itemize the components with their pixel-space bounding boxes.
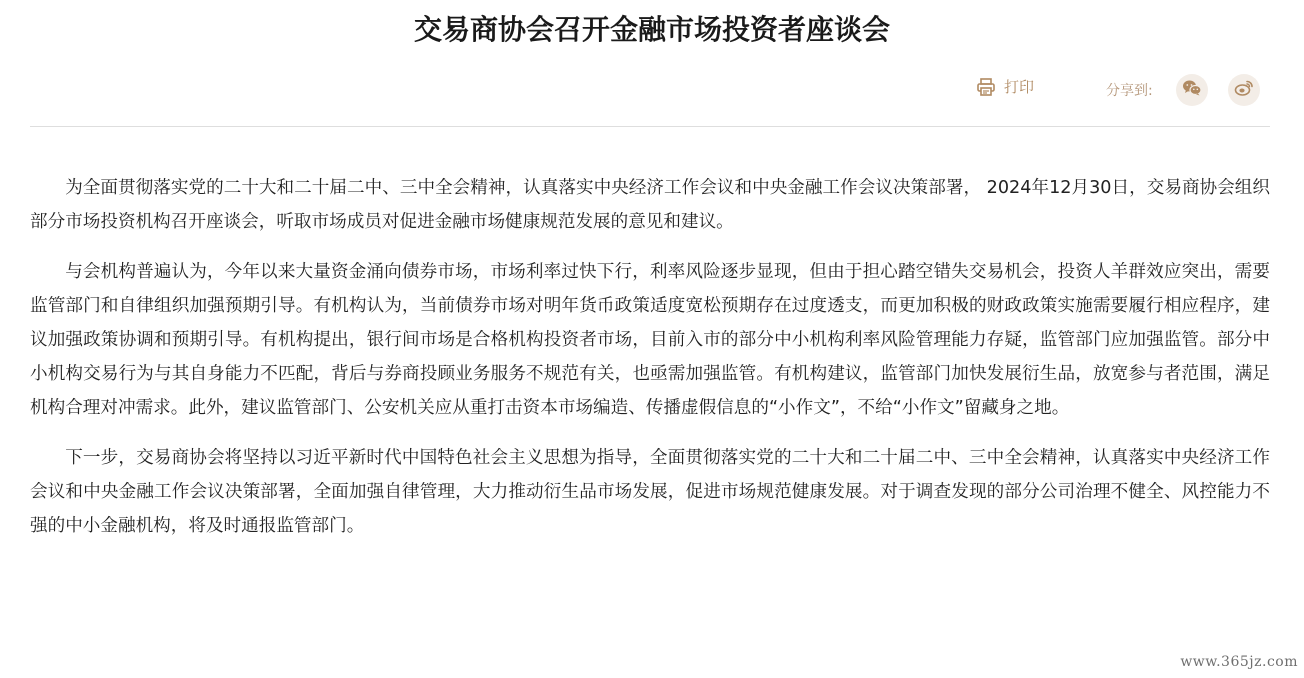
article-paragraph: 下一步，交易商协会将坚持以习近平新时代中国特色社会主义思想为指导，全面贯彻落实党的二十大和二十届二中、三中全会精神，认真落实中央经济工作会议和中央金融工作会议决策部署，全面加强自律管理，大力推动衍生品市场发展，促进市场规范健康发展。对于调查发现的部分公司治理不健全、风控能力不强的中小金融机构，将及时通报监管部门。 (30, 448, 1270, 536)
article-paragraph: 与会机构普遍认为，今年以来大量资金涌向债券市场，市场利率过快下行，利率风险逐步显现，但由于担心踏空错失交易机会，投资人羊群效应突出，需要监管部门和自律组织加强预期引导。有机构认为，当前债券市场对明年货币政策适度宽松预期存在过度透支，而更加积极的财政政策实施需要履行相应程序，建议加强政策协调和预期引导。有机构提出，银行间市场是合格机构投资者市场，目前入市的部分中小机构利率风险管理能力存疑，监管部门应加强监管。部分中小机构交易行为与其自身能力不匹配，背后与券商投顾业务服务不规范有关，也亟需加强监管。有机构建议，监管部门加快发展衍生品，放宽参与者范围，满足机构合理对冲需求。此外，建议监管部门、公安机关应从重打击资本市场编造、传播虚假信息的“小作文”，不给“小作文”留藏身之地。 (30, 262, 1270, 418)
print-button[interactable] (976, 76, 1034, 97)
printer-icon (976, 77, 996, 97)
share-wechat-button[interactable] (1176, 74, 1208, 106)
article-paragraph: 为全面贯彻落实党的二十大和二十届二中、三中全会精神，认真落实中央经济工作会议和中央金融工作会议决策部署， 2024年12月30日，交易商协会组织部分市场投资机构召开座谈会，听取市场成员对促进金融市场健康规范发展的意见和建议。 (30, 178, 1270, 232)
article-title: 交易商协会召开金融市场投资者座谈会 (413, 13, 890, 46)
weibo-icon (1234, 79, 1254, 101)
wechat-icon (1182, 79, 1202, 101)
share-weibo-button[interactable] (1228, 74, 1260, 106)
article-body (30, 171, 1270, 559)
share-label: 分享到: (1106, 83, 1153, 99)
print-label: 打印 (1004, 78, 1035, 96)
header-divider (30, 126, 1270, 127)
site-watermark: www.365jz.com (1180, 654, 1298, 670)
article-toolbar (0, 72, 1304, 108)
